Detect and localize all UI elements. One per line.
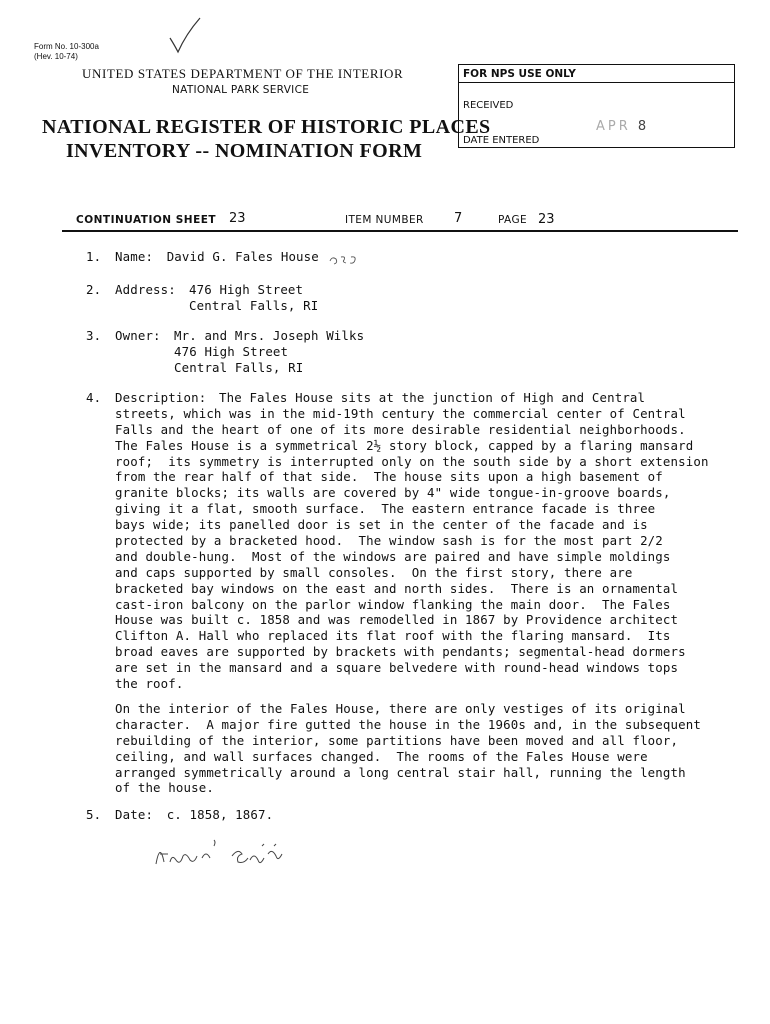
owner-line: Mr. and Mrs. Joseph Wilks: [174, 328, 365, 343]
description-line: rebuilding of the interior, some partitions have been moved and all floor,: [115, 732, 679, 748]
received-label: RECEIVED: [463, 100, 514, 111]
entry-address-number: [86, 282, 101, 297]
description-line: cast-iron balcony on the parlor window flanking the main door. The Fales: [115, 596, 671, 612]
entry-number: 5.: [86, 807, 102, 822]
entry-owner-number: [86, 328, 101, 343]
description-line: the roof.: [115, 676, 184, 692]
description-paragraph-2: [115, 701, 701, 796]
stamp-month: APR: [596, 119, 631, 134]
description-line: protected by a bracketed hood. The window sash is for the most part 2/2: [115, 533, 663, 549]
address-label: Address:: [115, 282, 176, 297]
entry-description-number: [86, 390, 101, 405]
address-line: 476 High Street: [189, 282, 304, 297]
description-line: and double-hung. Most of the windows are paired and have simple moldings: [115, 548, 671, 564]
stamp-day: 8: [637, 119, 650, 134]
description-line: streets, which was in the mid-19th century the commercial center of Central: [115, 405, 686, 421]
owner-line: Central Falls, RI: [174, 359, 304, 375]
check-mark-icon: [168, 18, 208, 52]
description-line: On the interior of the Fales House, there are only vestiges of its original: [115, 701, 686, 716]
agency-name: UNITED STATES DEPARTMENT OF THE INTERIOR: [82, 66, 404, 81]
description-label: Description:: [115, 390, 207, 405]
form-subtitle: INVENTORY -- NOMINATION FORM: [66, 140, 423, 162]
owner-line: 476 High Street: [174, 343, 289, 359]
continuation-sheet-label: CONTINUATION SHEET: [76, 214, 217, 226]
continuation-sheet-number: 23: [229, 211, 246, 226]
address-line: Central Falls, RI: [189, 297, 319, 313]
name-field: [115, 249, 319, 264]
entry-number: 4.: [86, 390, 102, 405]
description-line: roof; its symmetry is interrupted only on the south side by a short extension: [115, 453, 709, 469]
entry-name: [86, 249, 101, 264]
nps-box-divider: [459, 82, 734, 83]
header-rule: [62, 230, 738, 232]
description-line: granite blocks; its walls are covered by 4" wide tongue-in-groove boards,: [115, 485, 671, 501]
handwritten-annotation: [150, 832, 300, 872]
nps-use-heading: FOR NPS USE ONLY: [463, 68, 576, 80]
handwritten-note-mark: [328, 254, 372, 266]
description-line: arranged symmetrically around a long central stair hall, running the length: [115, 764, 686, 780]
item-number-label: ITEM NUMBER: [345, 214, 424, 226]
description-paragraph-1: [115, 390, 709, 692]
owner-value: [174, 328, 364, 376]
date-value: c. 1858, 1867.: [166, 807, 274, 822]
service-name: NATIONAL PARK SERVICE: [172, 84, 310, 96]
form-revision: (Hev. 10-74): [34, 52, 78, 61]
description-line: of the house.: [115, 780, 214, 796]
description-line: House was built c. 1858 and was remodelled in 1867 by Providence architect: [115, 612, 679, 628]
description-line: broad eaves are supported by brackets with pendants; segmental-head dormers: [115, 644, 686, 660]
description-line: giving it a flat, smooth surface. The eastern entrance facade is three: [115, 501, 656, 517]
owner-label: Owner:: [115, 328, 161, 343]
item-number-value: 7: [454, 211, 463, 226]
description-line: Falls and the heart of one of its more desirable residential neighborhoods.: [115, 421, 686, 437]
form-number: Form No. 10-300a: [34, 42, 99, 51]
form-number-block: [34, 42, 99, 62]
page-label: PAGE: [498, 214, 528, 226]
entry-number: 3.: [86, 328, 102, 343]
description-line: Clifton A. Hall who replaced its flat roof with the flaring mansard. Its: [115, 628, 671, 644]
description-line: from the rear half of that side. The house sits upon a high basement of: [115, 469, 663, 485]
entry-number: 2.: [86, 282, 102, 297]
date-entered-label: DATE ENTERED: [463, 135, 540, 146]
name-value: David G. Fales House: [166, 249, 319, 264]
description-line: The Fales House sits at the junction of High and Central: [219, 390, 646, 405]
entry-date-number: [86, 807, 101, 822]
description-line: and caps supported by small consoles. On the first story, there are: [115, 564, 633, 580]
date-label: Date:: [115, 807, 154, 822]
description-line: bracketed bay windows on the east and north sides. There is an ornamental: [115, 580, 679, 596]
description-line: character. A major fire gutted the house in the 1960s and, in the subsequent: [115, 716, 701, 732]
nps-use-box: [458, 64, 735, 148]
date-stamp: [596, 119, 649, 134]
page-number: 23: [538, 212, 555, 227]
entry-number: 1.: [86, 249, 102, 264]
date-field: [115, 807, 273, 822]
description-line: ceiling, and wall surfaces changed. The rooms of the Fales House were: [115, 748, 648, 764]
name-label: Name:: [115, 249, 154, 264]
description-line: The Fales House is a symmetrical 2½ story block, capped by a flaring mansard: [115, 437, 694, 453]
description-line: bays wide; its panelled door is set in the center of the facade and is: [115, 517, 648, 533]
form-title: NATIONAL REGISTER OF HISTORIC PLACES: [42, 116, 491, 138]
description-line: are set in the mansard and a square belvedere with round-head windows tops: [115, 660, 679, 676]
address-value: [189, 282, 318, 314]
